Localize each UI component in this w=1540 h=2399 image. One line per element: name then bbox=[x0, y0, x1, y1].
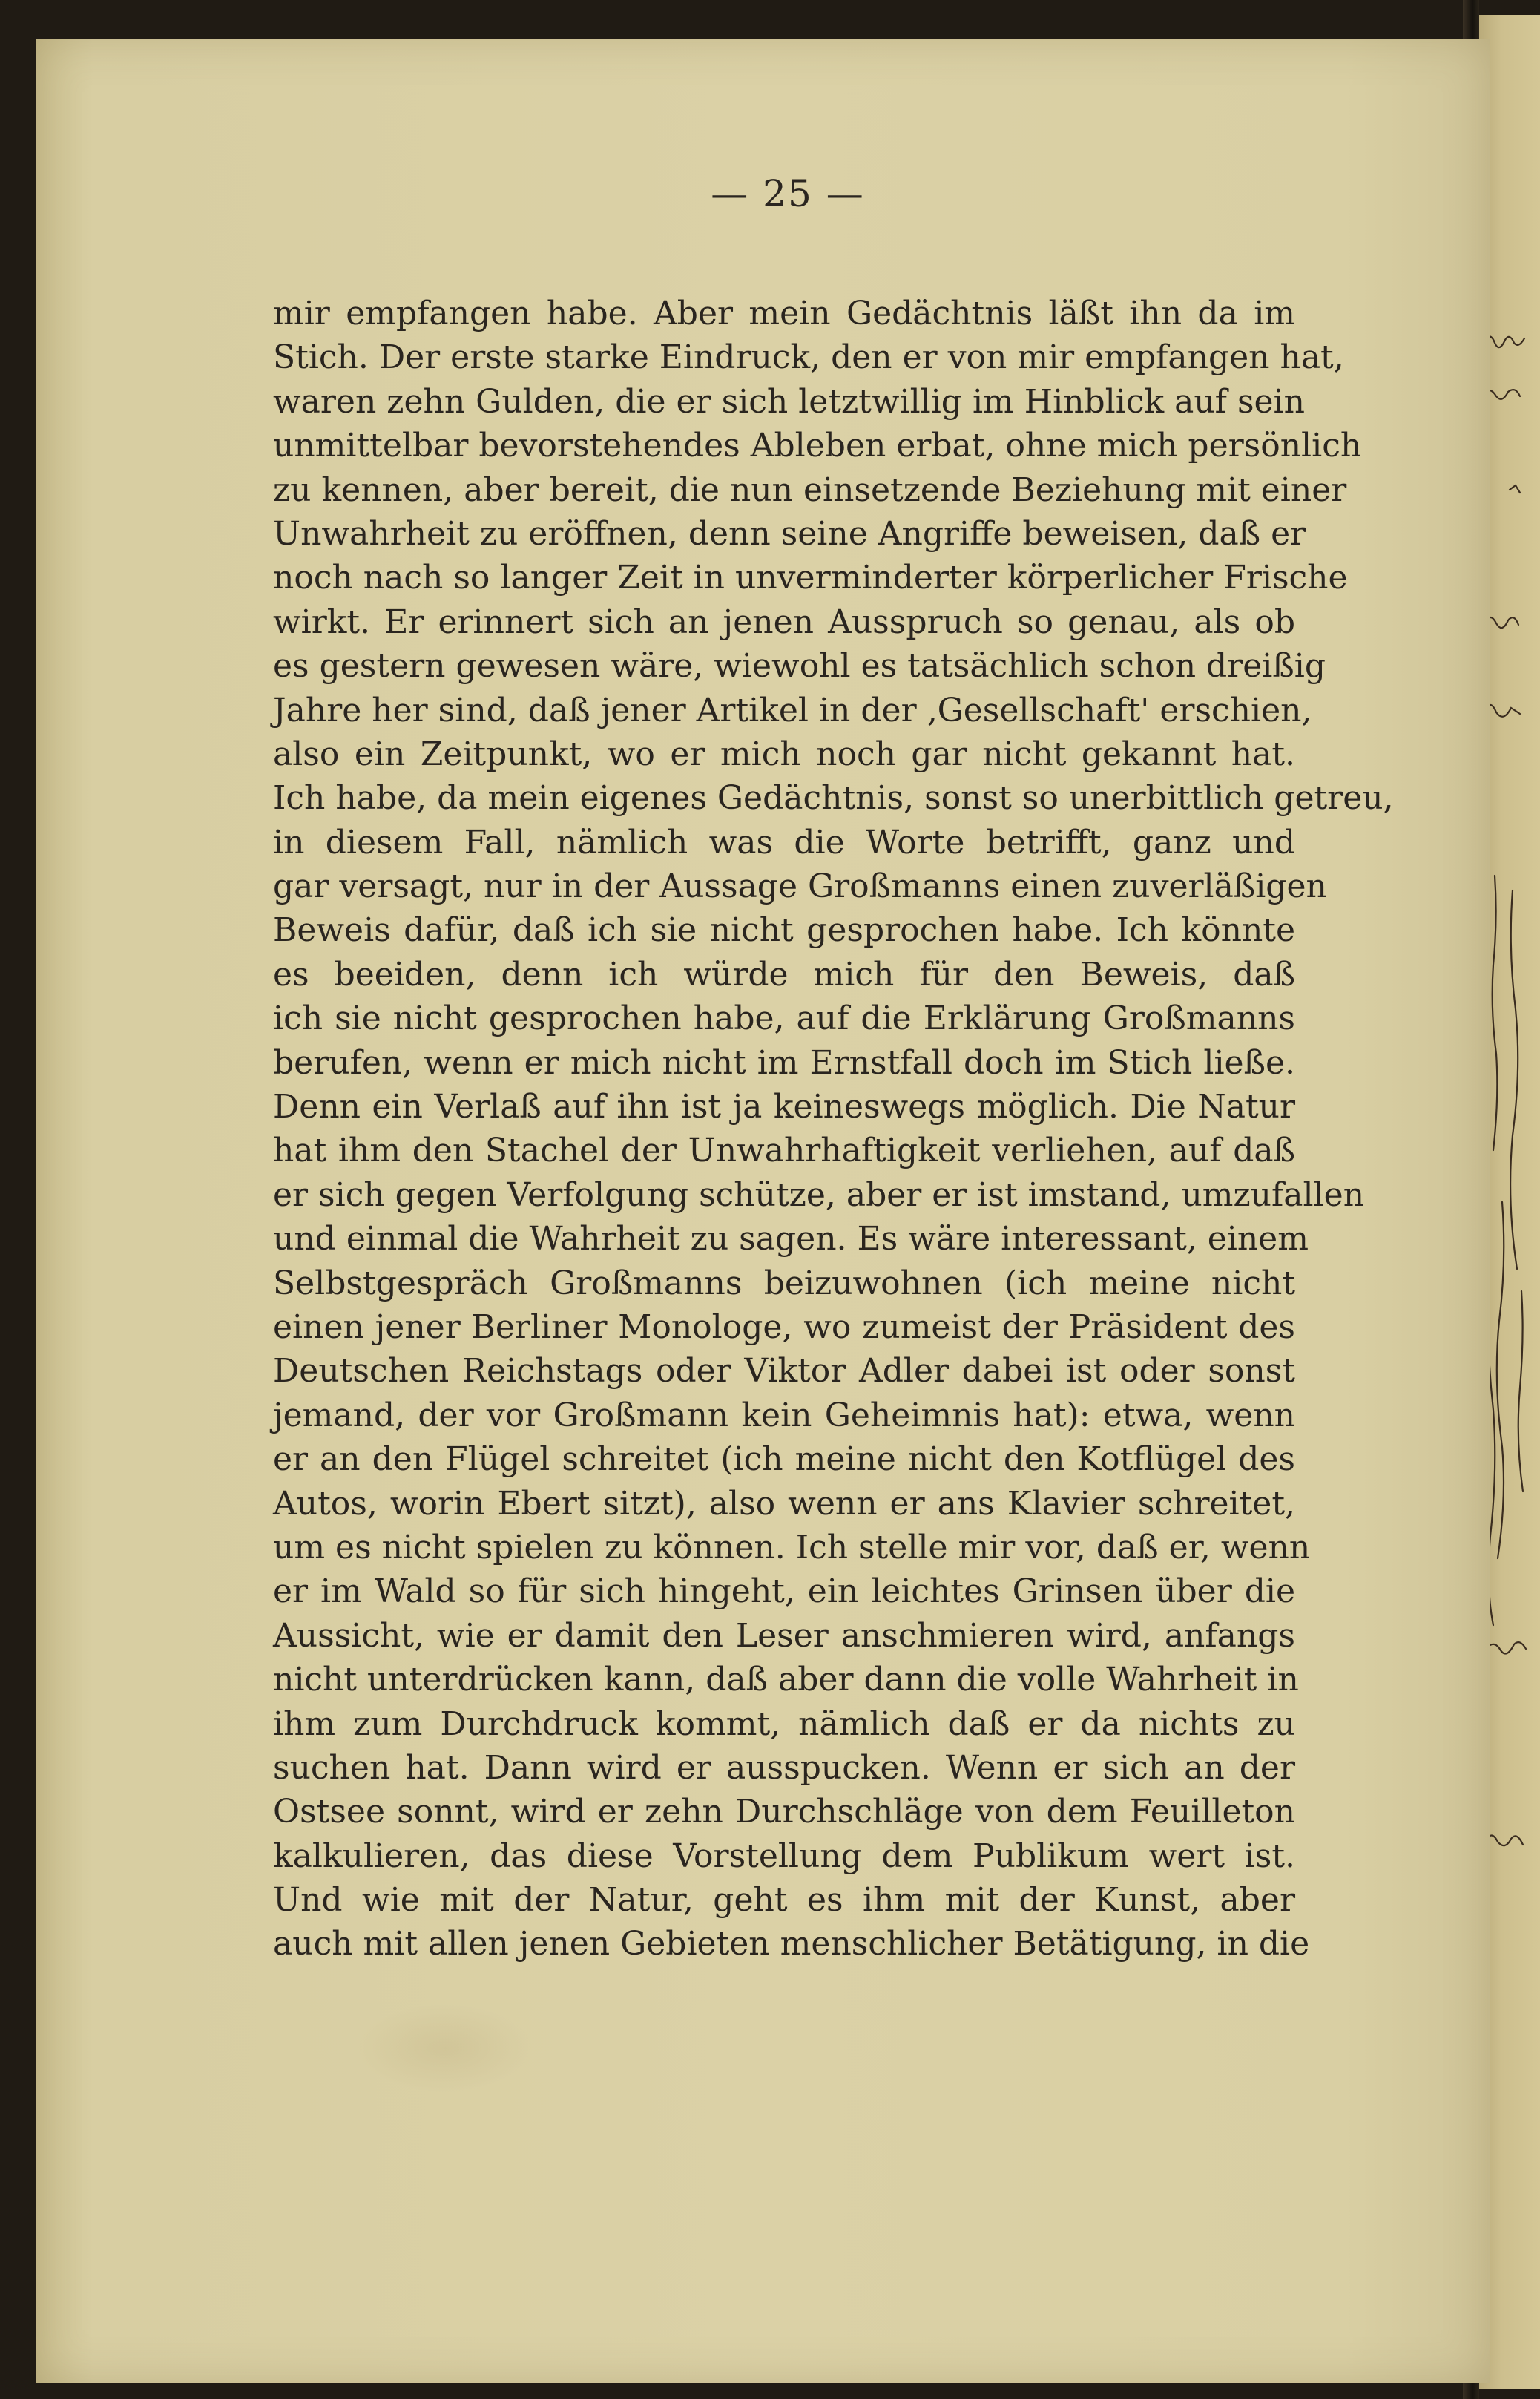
text-line: zu kennen, aber bereit, die nun einsetzende Beziehung mit einer bbox=[273, 470, 1347, 509]
text-line: Stich. Der erste starke Eindruck, den er von mir empfangen hat, bbox=[273, 338, 1344, 377]
text-line: in diesem Fall, nämlich was die Worte betrifft, ganz und bbox=[273, 823, 1295, 862]
body-text bbox=[273, 292, 1394, 1966]
text-line: Beweis dafür, daß ich sie nicht gesprochen habe. Ich könnte bbox=[273, 911, 1295, 950]
paper-stain bbox=[356, 2003, 534, 2093]
text-line: es beeiden, denn ich würde mich für den Beweis, daß bbox=[273, 955, 1295, 994]
text-line: es gestern gewesen wäre, wiewohl es tatsächlich schon dreißig bbox=[273, 647, 1326, 686]
text-line: er an den Flügel schreitet (ich meine nicht den Kotflügel des bbox=[273, 1440, 1295, 1479]
text-line: Aussicht, wie er damit den Leser anschmieren wird, anfangs bbox=[273, 1616, 1295, 1655]
text-line: er sich gegen Verfolgung schütze, aber er ist imstand, umzufallen bbox=[273, 1175, 1365, 1214]
text-line: um es nicht spielen zu können. Ich stelle mir vor, daß er, wenn bbox=[273, 1528, 1311, 1566]
text-line: hat ihm den Stachel der Unwahrhaftigkeit verliehen, auf daß bbox=[273, 1132, 1295, 1170]
text-line: unmittelbar bevorstehendes Ableben erbat, ohne mich persönlich bbox=[273, 427, 1362, 465]
text-line: gar versagt, nur in der Aussage Großmanns einen zuverläßigen bbox=[273, 867, 1327, 906]
text-line: berufen, wenn er mich nicht im Ernstfall doch im Stich ließe. bbox=[273, 1043, 1295, 1082]
text-line: Autos, worin Ebert sitzt), also wenn er ans Klavier schreitet, bbox=[273, 1484, 1295, 1523]
text-line: nicht unterdrücken kann, daß aber dann die volle Wahrheit in bbox=[273, 1661, 1299, 1699]
text-line: noch nach so langer Zeit in unverminderter körperlicher Frische bbox=[273, 559, 1348, 597]
text-line: ihm zum Durchdruck kommt, nämlich daß er da nichts zu bbox=[273, 1704, 1295, 1743]
text-line: Ich habe, da mein eigenes Gedächtnis, sonst so unerbittlich getreu, bbox=[273, 779, 1394, 818]
text-line: mir empfangen habe. Aber mein Gedächtnis läßt ihn da im bbox=[273, 295, 1295, 332]
text-line: er im Wald so für sich hingeht, ein leichtes Grinsen über die bbox=[273, 1572, 1295, 1611]
text-line: wirkt. Er erinnert sich an jenen Ausspruch so genau, als ob bbox=[273, 603, 1295, 641]
text-line: auch mit allen jenen Gebieten menschlicher Betätigung, in die bbox=[273, 1925, 1310, 1963]
page-number: — 25 — bbox=[711, 172, 865, 215]
text-line: jemand, der vor Großmann kein Geheimnis hat): etwa, wenn bbox=[273, 1396, 1295, 1434]
text-line: und einmal die Wahrheit zu sagen. Es wäre interessant, einem bbox=[273, 1220, 1309, 1258]
text-line: Ostsee sonnt, wird er zehn Durchschläge von dem Feuilleton bbox=[273, 1793, 1295, 1831]
text-line: Und wie mit der Natur, geht es ihm mit der Kunst, aber bbox=[273, 1881, 1295, 1920]
text-line: Jahre her sind, daß jener Artikel in der ‚Gesellschaft' erschien, bbox=[273, 691, 1312, 729]
text-line: Deutschen Reichstags oder Viktor Adler dabei ist oder sonst bbox=[273, 1352, 1295, 1391]
text-line: Denn ein Verlaß auf ihn ist ja keineswegs möglich. Die Natur bbox=[273, 1088, 1295, 1126]
text-line: suchen hat. Dann wird er ausspucken. Wenn er sich an der bbox=[273, 1748, 1295, 1787]
text-line: kalkulieren, das diese Vorstellung dem Publikum wert ist. bbox=[273, 1837, 1295, 1875]
text-line: also ein Zeitpunkt, wo er mich noch gar nicht gekannt hat. bbox=[273, 735, 1295, 773]
text-line: einen jener Berliner Monologe, wo zumeist der Präsident des bbox=[273, 1307, 1295, 1346]
text-line: Selbstgespräch Großmanns beizuwohnen (ich meine nicht bbox=[273, 1264, 1295, 1302]
text-line: Unwahrheit zu eröffnen, denn seine Angriffe beweisen, daß er bbox=[273, 514, 1306, 553]
text-line: ich sie nicht gesprochen habe, auf die Erklärung Großmanns bbox=[273, 1000, 1295, 1038]
text-line: waren zehn Gulden, die er sich letztwillig im Hinblick auf sein bbox=[273, 382, 1305, 421]
